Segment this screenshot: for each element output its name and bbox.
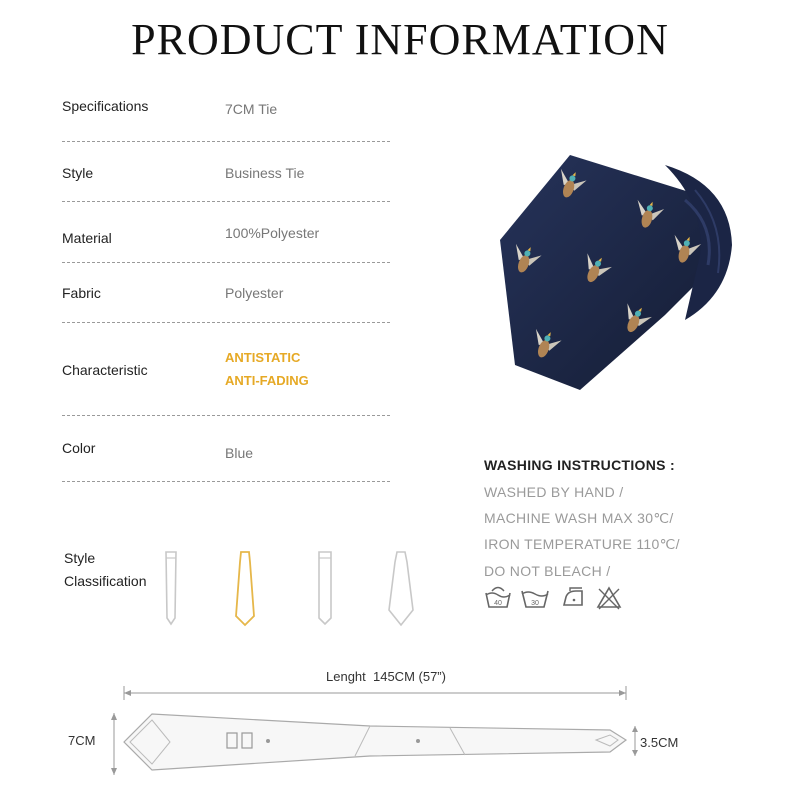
divider bbox=[62, 322, 390, 323]
spec-value-fabric: Polyester bbox=[225, 285, 284, 301]
spec-value-style: Business Tie bbox=[225, 165, 305, 181]
spec-value-characteristic bbox=[225, 346, 309, 392]
machine-wash-temp: 30 bbox=[531, 600, 539, 607]
tie-product-image bbox=[470, 145, 740, 405]
wash-line-bleach: DO NOT BLEACH / bbox=[484, 563, 611, 579]
wash-line-iron: IRON TEMPERATURE 110℃/ bbox=[484, 536, 680, 552]
straight-tie-shape bbox=[313, 548, 337, 628]
machine-wash-30-icon bbox=[520, 585, 550, 616]
skinny-tie-shape bbox=[160, 548, 182, 628]
spec-label-color: Color bbox=[62, 440, 96, 456]
narrow-end-width: 3.5CM bbox=[640, 735, 679, 750]
divider bbox=[62, 262, 390, 263]
divider bbox=[62, 141, 390, 142]
standard-tie-shape bbox=[233, 548, 257, 628]
divider bbox=[62, 481, 390, 482]
spec-label-specifications: Specifications bbox=[62, 98, 149, 114]
spec-value-color: Blue bbox=[225, 445, 254, 461]
spec-value-material: 100%Polyester bbox=[225, 225, 320, 241]
characteristic-anti-fading: ANTI-FADING bbox=[225, 373, 309, 388]
hand-wash-temp: 40 bbox=[494, 600, 502, 607]
washing-instructions-title: WASHING INSTRUCTIONS : bbox=[484, 457, 675, 473]
wash-line-machine: MACHINE WASH MAX 30℃/ bbox=[484, 510, 674, 526]
no-bleach-icon bbox=[596, 585, 622, 616]
style-classification-line1: Style bbox=[64, 550, 96, 566]
spec-label-material: Material bbox=[62, 230, 112, 246]
spec-label-characteristic: Characteristic bbox=[62, 362, 148, 378]
length-label: Lenght 145CM (57”) bbox=[326, 669, 446, 684]
divider bbox=[62, 201, 390, 202]
page-title: PRODUCT INFORMATION bbox=[131, 15, 669, 64]
hand-wash-icon bbox=[484, 585, 512, 616]
wide-end-width: 7CM bbox=[68, 733, 96, 748]
wide-tie-shape bbox=[386, 548, 416, 628]
spec-label-style: Style bbox=[62, 165, 94, 181]
style-classification-line2: Classification bbox=[64, 573, 147, 589]
style-classification-label bbox=[64, 547, 146, 593]
wash-line-hand: WASHED BY HAND / bbox=[484, 484, 624, 500]
divider bbox=[62, 415, 390, 416]
characteristic-antistatic: ANTISTATIC bbox=[225, 350, 301, 365]
spec-label-fabric: Fabric bbox=[62, 285, 101, 301]
iron-icon bbox=[560, 585, 586, 616]
tie-dimension-diagram bbox=[100, 680, 660, 790]
spec-value-specifications: 7CM Tie bbox=[225, 101, 278, 117]
